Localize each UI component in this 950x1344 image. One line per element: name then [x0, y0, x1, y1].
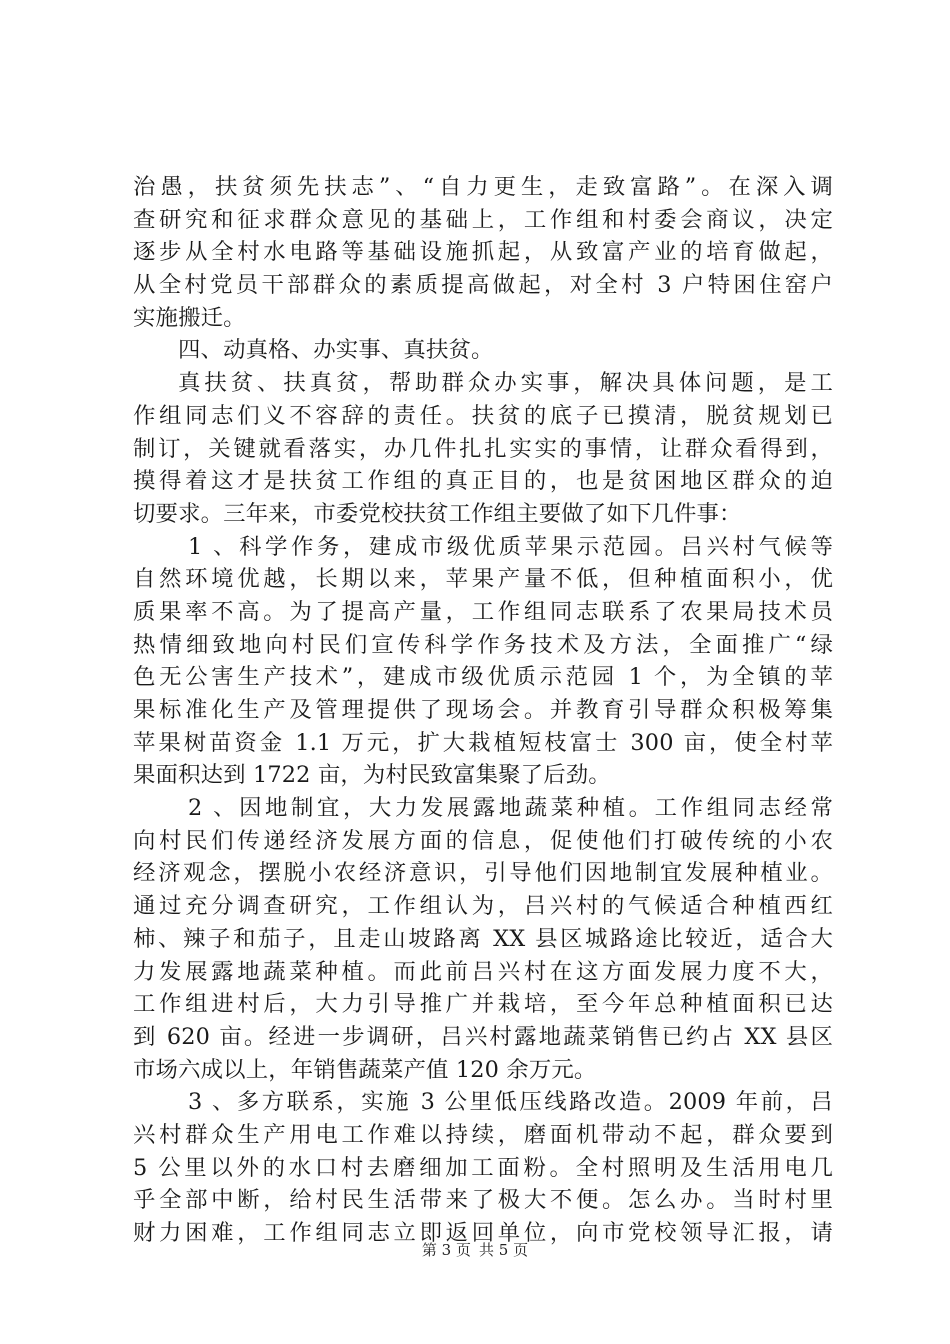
- text-line: 摸得着这才是扶贫工作组的真正目的，也是贫困地区群众的迫: [133, 468, 833, 495]
- list-item-heading: 1 、科学作务，建成市级优质苹果示范园。吕兴村气候等: [188, 533, 833, 560]
- text-line: 从全村党员干部群众的素质提高做起，对全村 3 户特困住窑户: [133, 272, 833, 299]
- text-line: 通过充分调查研究，工作组认为，吕兴村的气候适合种植西红: [133, 893, 833, 920]
- text-line: 质果率不高。为了提高产量，工作组同志联系了农果局技术员: [133, 598, 833, 625]
- text-line: 制订，关键就看落实，办几件扎扎实实的事情，让群众看得到，: [133, 435, 833, 462]
- text-line: 真扶贫、扶真贫，帮助群众办实事，解决具体问题，是工: [178, 370, 833, 397]
- list-item-heading: 3 、多方联系，实施 3 公里低压线路改造。2009 年前，吕: [188, 1089, 833, 1116]
- text-line: 自然环境优越，长期以来，苹果产量不低，但种植面积小，优: [133, 566, 833, 593]
- text-line: 兴村群众生产用电工作难以持续，磨面机带动不起，群众要到: [133, 1121, 833, 1148]
- text-line: 查研究和征求群众意见的基础上，工作组和村委会商议，决定: [133, 206, 833, 233]
- text-line: 热情细致地向村民们宣传科学作务技术及方法，全面推广“绿: [133, 631, 833, 658]
- document-body: [133, 171, 833, 1250]
- text-line: 向村民们传递经济发展方面的信息，促使他们打破传统的小农: [133, 827, 833, 854]
- list-item-heading: 2 、因地制宜，大力发展露地蔬菜种植。工作组同志经常: [188, 795, 833, 822]
- text-line: 治愚，扶贫须先扶志”、“自力更生，走致富路”。在深入调: [133, 174, 833, 200]
- text-line: 果面积达到 1722 亩，为村民致富集聚了后劲。: [133, 762, 611, 789]
- page-number: 第 3 页: [421, 1241, 471, 1259]
- text-line: 市场六成以上，年销售蔬菜产值 120 余万元。: [133, 1056, 597, 1083]
- page-total: 共 5 页: [479, 1241, 529, 1259]
- text-line: 色无公害生产技术”，建成市级优质示范园 1 个，为全镇的苹: [133, 664, 833, 691]
- text-line: 苹果树苗资金 1.1 万元，扩大栽植短枝富士 300 亩，使全村苹: [133, 729, 833, 756]
- text-line: 财力困难，工作组同志立即返回单位，向市党校领导汇报，请: [133, 1220, 833, 1246]
- text-line: 工作组进村后，大力引导推广并栽培，至今年总种植面积已达: [133, 991, 833, 1018]
- text-line: 切要求。三年来，市委党校扶贫工作组主要做了如下几件事：: [133, 500, 742, 527]
- text-line: 5 公里以外的水口村去磨细加工面粉。全村照明及生活用电几: [133, 1154, 833, 1181]
- section-heading: 四、动真格、办实事、真扶贫。: [178, 337, 494, 364]
- text-line: 实施搬迁。: [133, 304, 246, 331]
- text-line: 柿、辣子和茄子，且走山坡路离 XX 县区城路途比较近，适合大: [133, 925, 833, 952]
- text-line: 逐步从全村水电路等基础设施抓起，从致富产业的培育做起，: [133, 239, 833, 266]
- text-line: 乎全部中断，给村民生活带来了极大不便。怎么办。当时村里: [133, 1187, 833, 1214]
- page-footer: [0, 1240, 950, 1260]
- text-line: 果标准化生产及管理提供了现场会。并教育引导群众积极筹集: [133, 697, 833, 723]
- text-line: 作组同志们义不容辞的责任。扶贫的底子已摸清，脱贫规划已: [133, 402, 833, 429]
- text-line: 经济观念，摆脱小农经济意识，引导他们因地制宜发展种植业。: [133, 860, 833, 887]
- text-line: 到 620 亩。经进一步调研，吕兴村露地蔬菜销售已约占 XX 县区: [133, 1023, 833, 1050]
- text-line: 力发展露地蔬菜种植。而此前吕兴村在这方面发展力度不大，: [133, 958, 833, 985]
